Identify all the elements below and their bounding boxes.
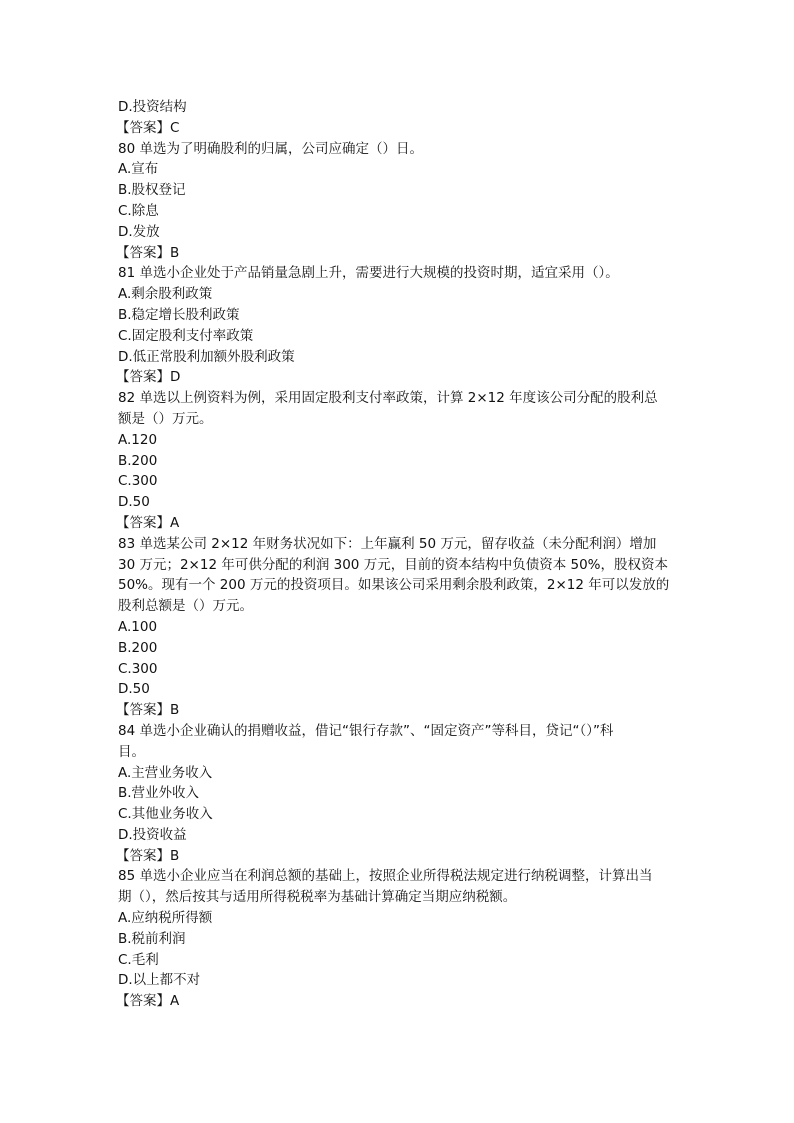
option-line: B.营业外收入: [118, 785, 200, 802]
option-line: A.宣布: [118, 161, 159, 178]
document-body: [118, 97, 678, 1012]
question-text-line: 30 万元；2×12 年可供分配的利润 300 万元，目前的资本结构中负债资本 50%，股权资本: [118, 556, 668, 573]
answer-line: 【答案】B: [116, 847, 180, 864]
option-line: D.投资收益: [118, 826, 187, 843]
option-line: A.主营业务收入: [118, 764, 213, 781]
question-text-line: 目。: [118, 743, 145, 760]
option-line: D.发放: [118, 223, 160, 240]
option-line: B.股权登记: [118, 182, 186, 199]
option-line: D.投资结构: [118, 99, 187, 115]
answer-line: 【答案】B: [116, 244, 180, 261]
answer-line: 【答案】B: [116, 702, 180, 719]
question-text-line: 期（），然后按其与适用所得税税率为基础计算确定当期应纳税额。: [118, 889, 517, 906]
option-line: A.应纳税所得额: [118, 910, 213, 927]
option-line: B.200: [118, 452, 158, 469]
option-line: C.除息: [118, 202, 159, 219]
option-line: D.50: [118, 681, 150, 698]
option-line: B.稳定增长股利政策: [118, 306, 240, 323]
option-line: C.300: [118, 473, 158, 490]
question-text-line: 股利总额是（）万元。: [118, 598, 253, 615]
option-line: A.120: [118, 431, 158, 448]
question-text-line: 80 单选为了明确股利的归属，公司应确定（）日。: [118, 140, 423, 157]
question-text-line: 85 单选小企业应当在利润总额的基础上，按照企业所得税法规定进行纳税调整，计算出当: [118, 868, 653, 885]
answer-line: 【答案】A: [116, 514, 180, 531]
question-text-line: 84 单选小企业确认的捐赠收益，借记“银行存款”、“固定资产”等科目，贷记“（）”科: [118, 722, 614, 739]
question-text-line: 81 单选小企业处于产品销量急剧上升，需要进行大规模的投资时期，适宜采用（）。: [118, 265, 619, 282]
option-line: C.固定股利支付率政策: [118, 327, 254, 344]
option-line: D.低正常股利加额外股利政策: [118, 348, 295, 365]
option-line: A.100: [118, 618, 158, 635]
answer-line: 【答案】C: [116, 119, 180, 136]
option-line: B.税前利润: [118, 930, 186, 947]
option-line: D.以上都不对: [118, 972, 201, 989]
option-line: D.50: [118, 494, 150, 511]
answer-line: 【答案】D: [116, 369, 181, 386]
answer-line: 【答案】A: [116, 993, 180, 1010]
option-line: C.毛利: [118, 951, 159, 968]
question-text-line: 83 单选某公司 2×12 年财务状况如下：上年赢利 50 万元，留存收益（未分配利润）增加: [118, 535, 657, 552]
question-text-line: 82 单选以上例资料为例，采用固定股利支付率政策，计算 2×12 年度该公司分配的股利总: [118, 390, 658, 407]
question-text-line: 50%。现有一个 200 万元的投资项目。如果该公司采用剩余股利政策，2×12 年可以发放的: [118, 577, 670, 594]
option-line: C.其他业务收入: [118, 806, 213, 823]
option-line: B.200: [118, 639, 158, 656]
option-line: A.剩余股利政策: [118, 286, 213, 303]
option-line: C.300: [118, 660, 158, 677]
question-text-line: 额是（）万元。: [118, 410, 213, 427]
